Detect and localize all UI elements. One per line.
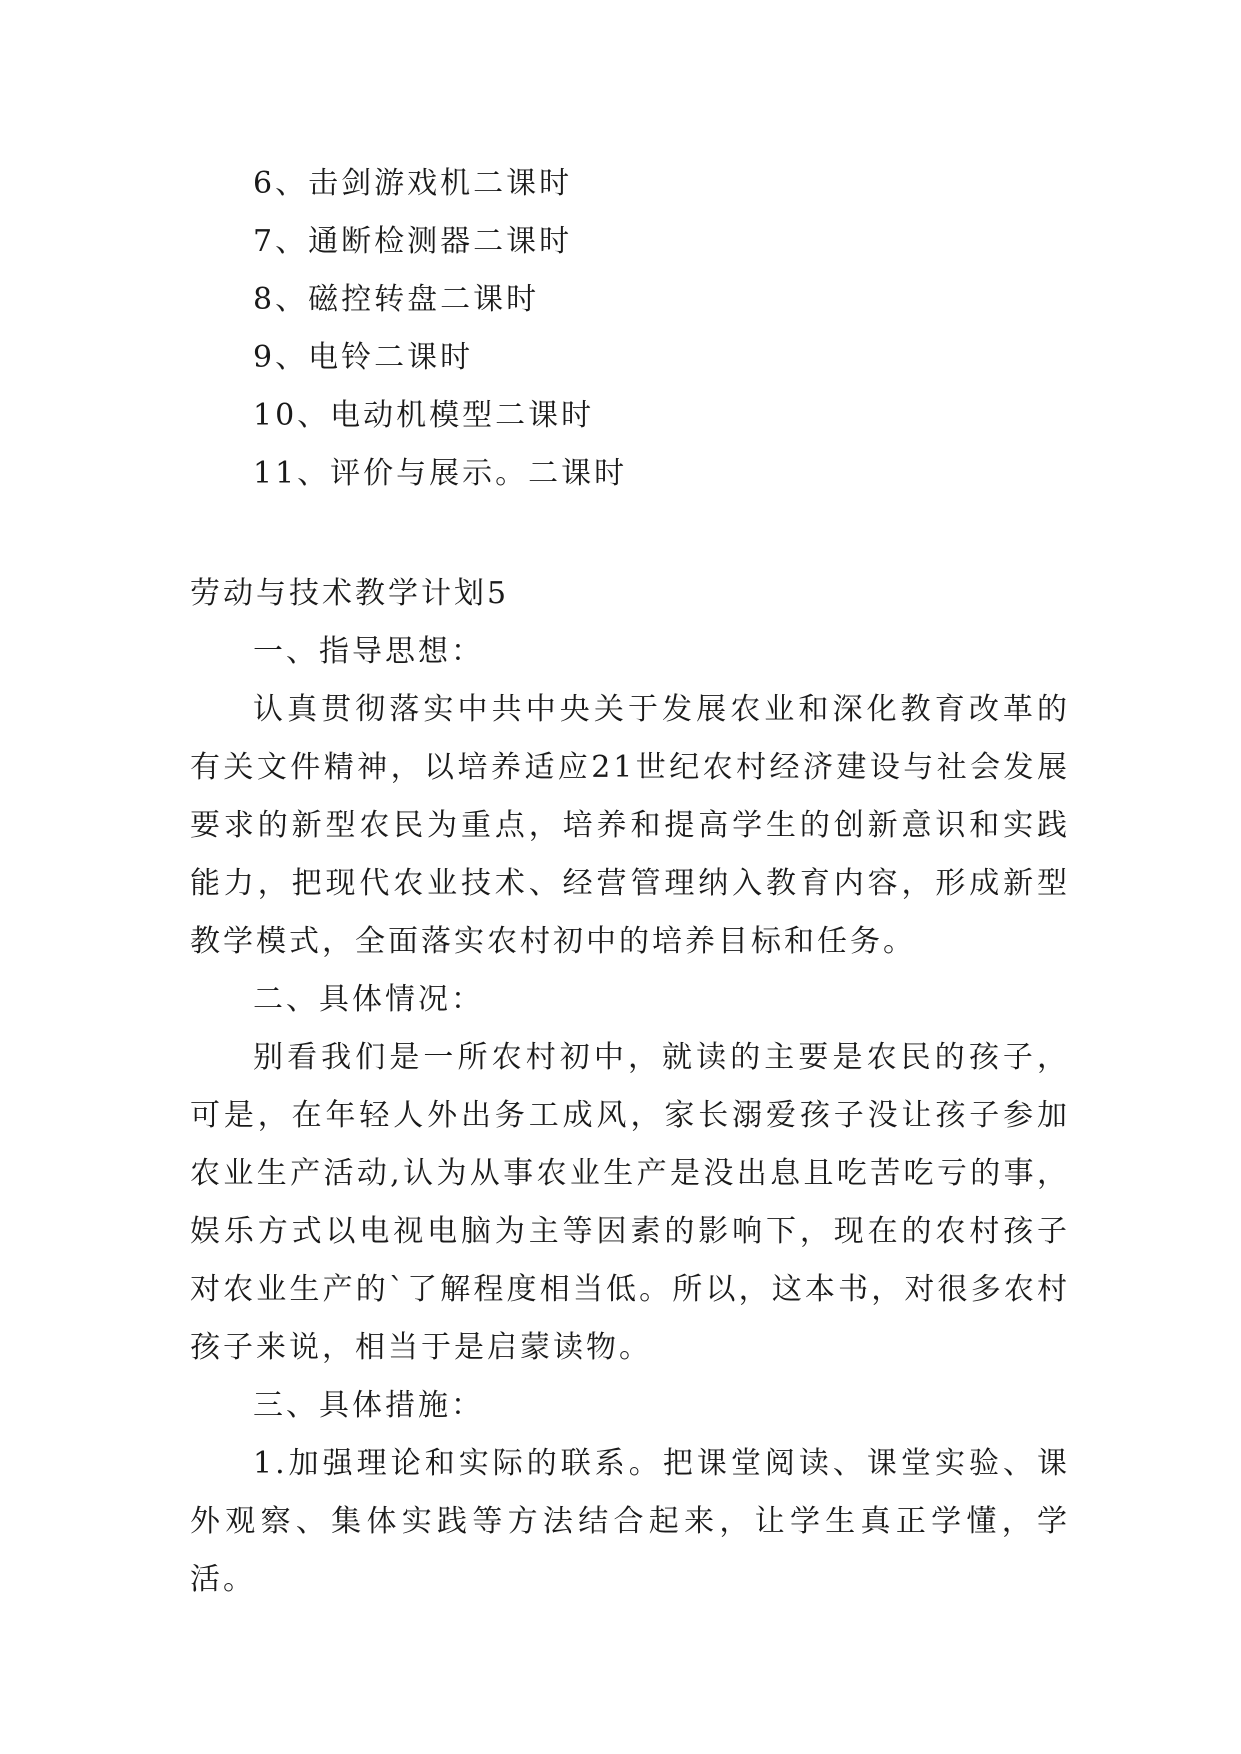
lesson-item: 6、击剑游戏机二课时 <box>253 166 573 201</box>
lesson-list <box>253 155 1053 503</box>
section-paragraph-specific-measures: 1.加强理论和实际的联系。把课堂阅读、课堂实验、课外观察、集体实践等方法结合起来，让学生真正学懂，学活。 <box>190 1446 1070 1597</box>
teaching-plan <box>190 565 1070 1609</box>
lesson-item: 10、电动机模型二课时 <box>253 398 595 433</box>
lesson-item: 7、通断检测器二课时 <box>253 224 573 259</box>
section-heading-specific-situation: 二、具体情况： <box>253 982 484 1017</box>
section-paragraph-guiding-ideology: 认真贯彻落实中共中央关于发展农业和深化教育改革的有关文件精神，以培养适应21世纪农村经济建设与社会发展要求的新型农民为重点，培养和提高学生的创新意识和实践能力，把现代农业技术、经营管理纳入教育内容，形成新型教学模式，全面落实农村初中的培养目标和任务。 <box>190 692 1070 959</box>
section-heading-specific-measures: 三、具体措施： <box>253 1388 484 1423</box>
lesson-item: 11、评价与展示。二课时 <box>253 456 628 491</box>
lesson-item: 9、电铃二课时 <box>253 340 474 375</box>
lesson-item: 8、磁控转盘二课时 <box>253 282 540 317</box>
section-paragraph-specific-situation: 别看我们是一所农村初中，就读的主要是农民的孩子，可是，在年轻人外出务工成风，家长溺爱孩子没让孩子参加农业生产活动,认为从事农业生产是没出息且吃苦吃亏的事，娱乐方式以电视电脑为主等因素的影响下，现在的农村孩子对农业生产的`了解程度相当低。所以，这本书，对很多农村孩子来说，相当于是启蒙读物。 <box>190 1040 1070 1365</box>
plan-title: 劳动与技术教学计划5 <box>190 576 510 611</box>
section-heading-guiding-ideology: 一、指导思想： <box>253 634 484 669</box>
